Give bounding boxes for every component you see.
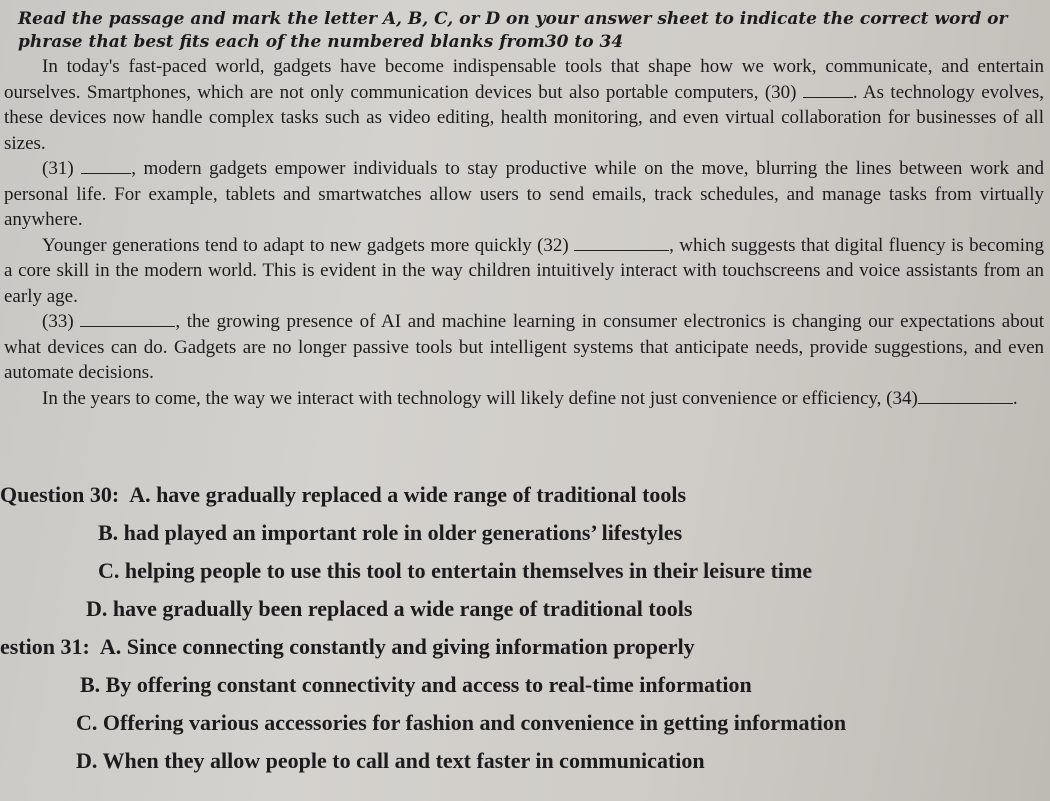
question-30-option-c[interactable]: C. helping people to use this tool to entertain themselves in their leisure time bbox=[98, 558, 813, 583]
passage-p4-part-b: , the growing presence of AI and machine learning in consumer electronics is changing our expectations about what devices can do. Gadgets are no longer passive tools but intelligent systems that anticipate needs, provide suggestions, and even automate decisions. bbox=[4, 311, 1045, 383]
passage-p1-part-a: In today's fast-paced world, gadgets have become indispensable tools that shape how we work, communicate, and entertain ourselves. Smartphones, which are not only communication devices but also portable computers, (30) bbox=[4, 56, 1044, 103]
reading-passage bbox=[4, 54, 1044, 411]
passage-p5-part-a: In the years to come, the way we interact with technology will likely define not just convenience or efficiency, (34) bbox=[42, 387, 918, 409]
passage-p2-part-b: , modern gadgets empower individuals to stay productive while on the move, blurring the lines between work and personal life. For example, tablets and smartwatches allow users to send emails, track schedules, and manage tasks from virtually anywhere. bbox=[4, 158, 1045, 230]
question-30-option-d[interactable]: D. have gradually been replaced a wide range of traditional tools bbox=[86, 596, 693, 621]
question-30-option-d-row bbox=[0, 590, 1050, 628]
question-31 bbox=[0, 628, 1050, 666]
passage-p5-part-b: . bbox=[1012, 387, 1018, 409]
passage-p4-part-a: (33) bbox=[42, 311, 74, 332]
question-31-option-a[interactable]: A. Since connecting constantly and giving information properly bbox=[99, 634, 695, 659]
blank-33 bbox=[80, 312, 175, 327]
question-31-option-d[interactable]: D. When they allow people to call and text faster in communication bbox=[76, 748, 705, 773]
passage-paragraph-5 bbox=[4, 386, 1044, 412]
passage-p2-part-a: (31) bbox=[42, 158, 74, 179]
instructions-text: Read the passage and mark the letter A, B, C, or D on your answer sheet to indicate the correct word or phrase that best fits each of the numbered blanks from30 to 34 bbox=[18, 9, 1008, 52]
question-31-option-b[interactable]: B. By offering constant connectivity and access to real-time information bbox=[80, 672, 752, 697]
question-30-label: Question 30: bbox=[0, 482, 120, 507]
question-30-option-b-row bbox=[0, 514, 1050, 552]
passage-paragraph-1 bbox=[4, 54, 1044, 156]
question-31-option-b-row bbox=[0, 666, 1050, 704]
question-31-label: estion 31: bbox=[0, 634, 90, 659]
question-30-option-b[interactable]: B. had played an important role in older generations’ lifestyles bbox=[98, 520, 683, 545]
passage-p3-part-a: Younger generations tend to adapt to new gadgets more quickly (32) bbox=[42, 234, 569, 256]
blank-31 bbox=[81, 159, 131, 174]
question-31-option-d-row bbox=[0, 742, 1050, 780]
passage-p1-part-b: . As technology evolves, these devices now handle complex tasks such as video editing, health monitoring, and even virtual collaboration for businesses of all sizes. bbox=[4, 81, 1045, 154]
passage-paragraph-2 bbox=[4, 156, 1044, 233]
question-31-option-c[interactable]: C. Offering various accessories for fashion and convenience in getting information bbox=[76, 710, 847, 735]
blank-30 bbox=[803, 83, 853, 98]
question-list bbox=[0, 476, 1050, 780]
passage-paragraph-3 bbox=[4, 233, 1044, 310]
question-30 bbox=[0, 476, 1050, 514]
question-31-option-c-row bbox=[0, 704, 1050, 742]
blank-34 bbox=[918, 389, 1013, 404]
passage-paragraph-4 bbox=[4, 309, 1044, 386]
question-30-option-c-row bbox=[0, 552, 1050, 590]
question-30-option-a[interactable]: A. have gradually replaced a wide range of traditional tools bbox=[129, 482, 687, 507]
blank-32 bbox=[574, 236, 669, 251]
passage-p3-part-b: , which suggests that digital fluency is becoming a core skill in the modern world. This is evident in the way children intuitively interact with touchscreens and voice assistants from an early age. bbox=[4, 234, 1045, 307]
